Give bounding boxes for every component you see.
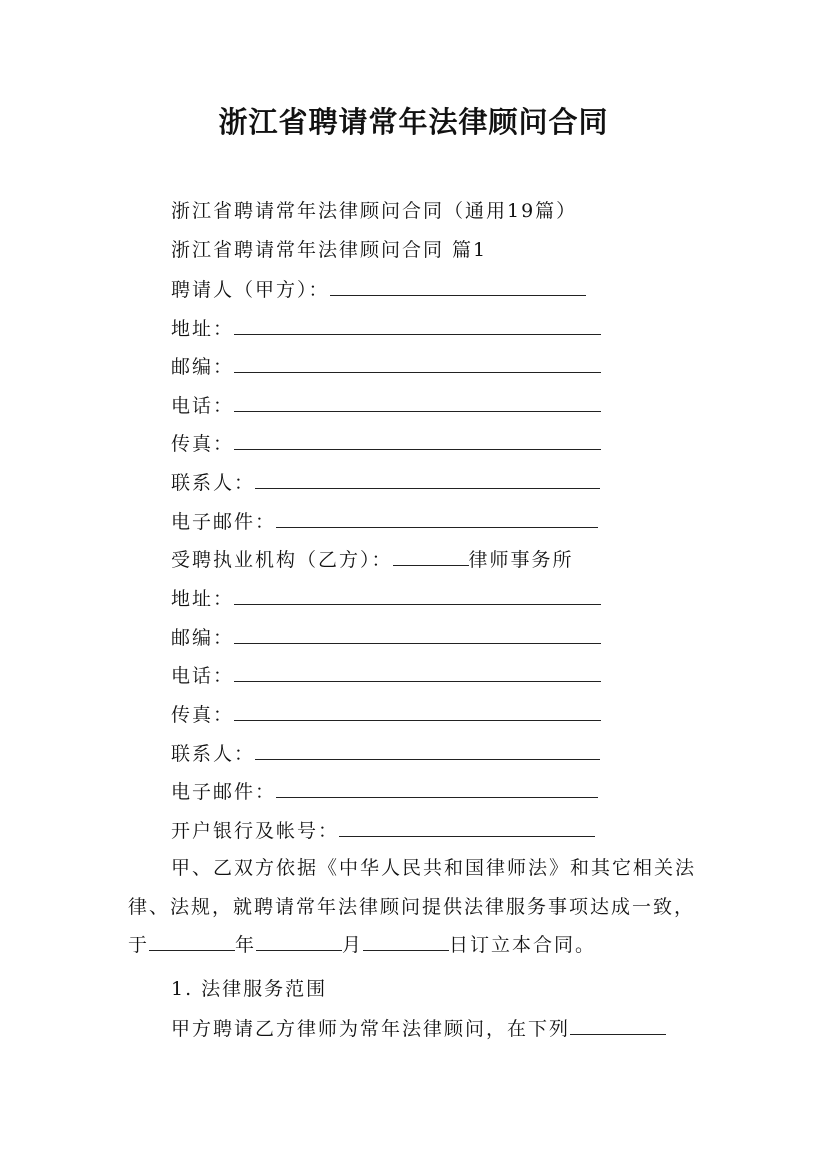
tel-blank bbox=[234, 392, 601, 412]
item-1-blank bbox=[570, 1015, 666, 1035]
party-a-label: 聘请人（甲方）： bbox=[171, 279, 330, 301]
agreement-paragraph bbox=[128, 849, 706, 965]
tel-label: 电话： bbox=[171, 665, 235, 687]
party-a-tel-line bbox=[171, 392, 601, 418]
tel-label: 电话： bbox=[171, 395, 235, 417]
month-blank bbox=[256, 931, 342, 951]
zip-label: 邮编： bbox=[171, 627, 235, 649]
fax-blank bbox=[234, 430, 601, 450]
party-b-line bbox=[171, 546, 574, 572]
party-b-contact-line bbox=[171, 740, 600, 766]
email-blank bbox=[276, 778, 598, 798]
document-title: 浙江省聘请常年法律顾问合同 bbox=[218, 105, 609, 139]
item-1-text: 甲方聘请乙方律师为常年法律顾问，在下列 bbox=[171, 1018, 571, 1040]
contact-label: 联系人： bbox=[171, 472, 256, 494]
zip-label: 邮编： bbox=[171, 356, 235, 378]
party-a-fax-line bbox=[171, 430, 601, 456]
year-blank bbox=[149, 931, 235, 951]
party-b-blank bbox=[393, 546, 469, 566]
address-label: 地址： bbox=[171, 318, 235, 340]
email-blank bbox=[276, 508, 598, 528]
party-b-address-line bbox=[171, 585, 601, 611]
party-a-contact-line bbox=[171, 469, 600, 495]
item-1-text-line bbox=[171, 1015, 666, 1041]
party-b-zip-line bbox=[171, 624, 601, 650]
contact-blank bbox=[255, 740, 600, 760]
tel-blank bbox=[234, 662, 601, 682]
party-a-email-line bbox=[171, 508, 598, 534]
document-subtitle: 浙江省聘请常年法律顾问合同（通用19篇） bbox=[171, 200, 578, 222]
party-b-fax-line bbox=[171, 701, 601, 727]
agreement-text: 甲、乙双方依据《中华人民共和国律师法》和其它相关法律、法规，就聘请常年法律顾问提供法律服务事项达成一致，于 bbox=[128, 857, 697, 956]
month-label: 月 bbox=[342, 934, 364, 956]
party-a-line bbox=[171, 276, 586, 302]
item-1-heading: 1. 法律服务范围 bbox=[171, 978, 328, 1000]
address-blank bbox=[234, 315, 601, 335]
party-a-zip-line bbox=[171, 353, 601, 379]
party-b-label: 受聘执业机构（乙方）： bbox=[171, 549, 393, 571]
section-heading: 浙江省聘请常年法律顾问合同 篇1 bbox=[171, 239, 488, 261]
contact-blank bbox=[255, 469, 600, 489]
fax-label: 传真： bbox=[171, 704, 235, 726]
bank-label: 开户银行及帐号： bbox=[171, 820, 340, 842]
party-b-suffix: 律师事务所 bbox=[468, 549, 574, 571]
fax-blank bbox=[234, 701, 601, 721]
party-a-blank bbox=[330, 276, 586, 296]
fax-label: 传真： bbox=[171, 433, 235, 455]
party-b-bank-line bbox=[171, 817, 595, 843]
email-label: 电子邮件： bbox=[171, 781, 277, 803]
address-blank bbox=[234, 585, 601, 605]
party-b-tel-line bbox=[171, 662, 601, 688]
zip-blank bbox=[234, 624, 601, 644]
address-label: 地址： bbox=[171, 588, 235, 610]
party-b-email-line bbox=[171, 778, 598, 804]
year-label: 年 bbox=[235, 934, 257, 956]
bank-blank bbox=[339, 817, 595, 837]
zip-blank bbox=[234, 353, 601, 373]
day-label: 日订立本合同。 bbox=[449, 934, 597, 956]
contact-label: 联系人： bbox=[171, 743, 256, 765]
party-a-address-line bbox=[171, 315, 601, 341]
day-blank bbox=[363, 931, 449, 951]
email-label: 电子邮件： bbox=[171, 511, 277, 533]
